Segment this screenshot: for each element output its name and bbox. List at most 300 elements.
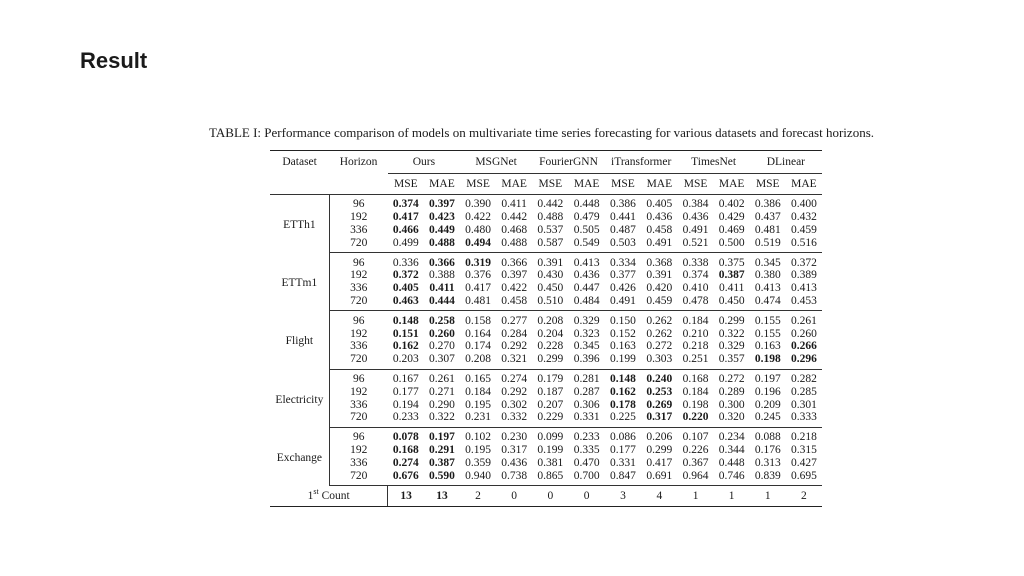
value-cell: 0.167 <box>392 372 419 385</box>
value-cell: 0.423 <box>429 211 455 224</box>
value-cell: 0.459 <box>641 295 677 311</box>
horizon-cell: 336 <box>350 223 368 236</box>
value-cell: 0.322 <box>424 411 460 427</box>
value-cell: 0.372 <box>790 256 817 269</box>
model-header-fouriergnn: FourierGNN <box>532 151 605 174</box>
value-cell: 0.174 <box>465 340 491 353</box>
count-cell: 13 <box>388 485 424 506</box>
value-cell: 0.510 <box>532 295 568 311</box>
value-cell: 0.164 <box>465 327 491 340</box>
value-cell: 0.839 <box>750 469 786 485</box>
horizon-cell: 192 <box>350 443 368 456</box>
value-cell: 0.218 <box>682 340 709 353</box>
value-cell: 0.468 <box>501 223 528 236</box>
value-cell: 0.389 <box>790 269 817 282</box>
value-cell: 0.397 <box>501 269 528 282</box>
value-cell: 0.481 <box>754 223 781 236</box>
value-cell: 0.299 <box>718 314 745 327</box>
horizon-cell: 336 <box>350 398 368 411</box>
value-cell: 0.262 <box>646 314 673 327</box>
metric-header: MSE <box>678 174 714 195</box>
first-count-row <box>270 485 822 506</box>
value-cell: 0.426 <box>610 282 636 295</box>
value-cell: 0.233 <box>388 411 424 427</box>
table-row <box>270 385 822 398</box>
horizon-cell: 96 <box>353 256 365 269</box>
value-cell: 0.210 <box>682 327 709 340</box>
table-row <box>270 411 822 427</box>
value-cell: 0.865 <box>532 469 568 485</box>
value-cell: 0.284 <box>501 327 528 340</box>
value-cell: 0.746 <box>714 469 750 485</box>
first-count-sup: st <box>313 487 319 497</box>
value-cell: 0.336 <box>392 256 419 269</box>
horizon-cell: 96 <box>353 431 365 444</box>
value-cell: 0.469 <box>718 223 745 236</box>
value-cell: 0.458 <box>496 295 532 311</box>
value-cell: 0.444 <box>424 295 460 311</box>
slide-title: Result <box>80 48 148 73</box>
value-cell: 0.691 <box>641 469 677 485</box>
value-cell: 0.422 <box>465 211 491 224</box>
value-cell: 0.481 <box>460 295 496 311</box>
value-cell: 0.260 <box>429 327 455 340</box>
value-cell: 0.335 <box>573 443 600 456</box>
value-cell: 0.196 <box>754 385 781 398</box>
value-cell: 0.277 <box>501 314 528 327</box>
value-cell: 0.366 <box>429 256 455 269</box>
value-cell: 0.447 <box>573 282 600 295</box>
value-cell: 0.413 <box>573 256 600 269</box>
value-cell: 0.230 <box>501 431 528 444</box>
metric-header: MAE <box>641 174 677 195</box>
value-cell: 0.262 <box>646 327 673 340</box>
table-row <box>270 236 822 252</box>
value-cell: 0.274 <box>392 456 419 469</box>
value-cell: 0.245 <box>750 411 786 427</box>
value-cell: 0.436 <box>682 211 709 224</box>
horizon-cell: 720 <box>329 295 388 311</box>
value-cell: 0.313 <box>754 456 781 469</box>
value-cell: 0.397 <box>429 198 455 211</box>
value-cell: 0.549 <box>569 236 605 252</box>
value-cell: 0.479 <box>573 211 600 224</box>
metric-header: MAE <box>496 174 532 195</box>
value-cell: 0.334 <box>610 256 636 269</box>
value-cell: 0.322 <box>718 327 745 340</box>
value-cell: 0.184 <box>682 385 709 398</box>
value-cell: 0.231 <box>460 411 496 427</box>
value-cell: 0.417 <box>646 456 673 469</box>
value-cell: 0.488 <box>537 211 564 224</box>
value-cell: 0.258 <box>429 314 455 327</box>
value-cell: 0.676 <box>388 469 424 485</box>
value-cell: 0.315 <box>790 443 817 456</box>
table-row <box>270 282 822 295</box>
table-row <box>270 398 822 411</box>
value-cell: 0.448 <box>718 456 745 469</box>
dataset-label: Exchange <box>270 427 329 485</box>
horizon-cell: 336 <box>350 340 368 353</box>
value-cell: 0.417 <box>465 282 491 295</box>
value-cell: 0.320 <box>714 411 750 427</box>
value-cell: 0.411 <box>718 282 745 295</box>
value-cell: 0.209 <box>754 398 781 411</box>
value-cell: 0.204 <box>537 327 564 340</box>
value-cell: 0.269 <box>646 398 673 411</box>
value-cell: 0.319 <box>465 256 491 269</box>
value-cell: 0.155 <box>754 314 781 327</box>
value-cell: 0.442 <box>501 211 528 224</box>
table-row <box>270 353 822 369</box>
value-cell: 0.338 <box>682 256 709 269</box>
value-cell: 0.505 <box>573 223 600 236</box>
value-cell: 0.302 <box>501 398 528 411</box>
value-cell: 0.437 <box>754 211 781 224</box>
value-cell: 0.281 <box>573 372 600 385</box>
horizon-cell: 192 <box>350 211 368 224</box>
value-cell: 0.184 <box>682 314 709 327</box>
value-cell: 0.590 <box>424 469 460 485</box>
value-cell: 0.266 <box>790 340 817 353</box>
table-row <box>270 195 822 211</box>
value-cell: 0.380 <box>754 269 781 282</box>
value-cell: 0.162 <box>392 340 419 353</box>
value-cell: 0.198 <box>682 398 709 411</box>
value-cell: 0.377 <box>610 269 636 282</box>
value-cell: 0.374 <box>682 269 709 282</box>
value-cell: 0.366 <box>501 256 528 269</box>
value-cell: 0.299 <box>532 353 568 369</box>
value-cell: 0.499 <box>388 236 424 252</box>
count-cell: 1 <box>678 485 714 506</box>
value-cell: 0.198 <box>750 353 786 369</box>
value-cell: 0.376 <box>465 269 491 282</box>
model-header-dlinear: DLinear <box>750 151 822 174</box>
metric-header: MSE <box>460 174 496 195</box>
value-cell: 0.491 <box>605 295 641 311</box>
horizon-cell: 336 <box>350 456 368 469</box>
value-cell: 0.329 <box>718 340 745 353</box>
value-cell: 0.102 <box>465 431 491 444</box>
horizon-cell: 720 <box>329 353 388 369</box>
value-cell: 0.491 <box>682 223 709 236</box>
value-cell: 0.487 <box>610 223 636 236</box>
value-cell: 0.430 <box>537 269 564 282</box>
count-cell: 1 <box>714 485 750 506</box>
value-cell: 0.163 <box>610 340 636 353</box>
value-cell: 0.387 <box>718 269 745 282</box>
value-cell: 0.291 <box>429 443 455 456</box>
value-cell: 0.300 <box>718 398 745 411</box>
metric-header: MSE <box>605 174 641 195</box>
value-cell: 0.220 <box>678 411 714 427</box>
value-cell: 0.195 <box>465 398 491 411</box>
value-cell: 0.436 <box>646 211 673 224</box>
value-cell: 0.168 <box>682 372 709 385</box>
metric-header: MSE <box>750 174 786 195</box>
value-cell: 0.307 <box>424 353 460 369</box>
value-cell: 0.422 <box>501 282 528 295</box>
value-cell: 0.459 <box>790 223 817 236</box>
table-row <box>270 253 822 269</box>
value-cell: 0.450 <box>537 282 564 295</box>
value-cell: 0.150 <box>610 314 636 327</box>
table-row <box>270 469 822 485</box>
horizon-header: Horizon <box>329 151 388 174</box>
value-cell: 0.299 <box>646 443 673 456</box>
horizon-cell: 96 <box>353 198 365 211</box>
horizon-cell: 192 <box>350 269 368 282</box>
value-cell: 0.148 <box>610 372 636 385</box>
value-cell: 0.429 <box>718 211 745 224</box>
horizon-cell: 720 <box>329 236 388 252</box>
table-row <box>270 311 822 327</box>
value-cell: 0.099 <box>537 431 564 444</box>
value-cell: 0.695 <box>786 469 822 485</box>
value-cell: 0.405 <box>646 198 673 211</box>
value-cell: 0.229 <box>532 411 568 427</box>
metric-header: MAE <box>569 174 605 195</box>
value-cell: 0.271 <box>429 385 455 398</box>
value-cell: 0.234 <box>718 431 745 444</box>
value-cell: 0.357 <box>714 353 750 369</box>
value-cell: 0.537 <box>537 223 564 236</box>
value-cell: 0.197 <box>754 372 781 385</box>
value-cell: 0.374 <box>392 198 419 211</box>
value-cell: 0.226 <box>682 443 709 456</box>
value-cell: 0.436 <box>573 269 600 282</box>
value-cell: 0.386 <box>610 198 636 211</box>
value-cell: 0.208 <box>460 353 496 369</box>
value-cell: 0.484 <box>569 295 605 311</box>
value-cell: 0.261 <box>790 314 817 327</box>
value-cell: 0.488 <box>496 236 532 252</box>
value-cell: 0.260 <box>790 327 817 340</box>
value-cell: 0.317 <box>501 443 528 456</box>
value-cell: 0.207 <box>537 398 564 411</box>
value-cell: 0.301 <box>790 398 817 411</box>
value-cell: 0.086 <box>610 431 636 444</box>
value-cell: 0.478 <box>678 295 714 311</box>
metric-header: MSE <box>388 174 424 195</box>
value-cell: 0.448 <box>573 198 600 211</box>
value-cell: 0.261 <box>429 372 455 385</box>
count-cell: 2 <box>460 485 496 506</box>
value-cell: 0.417 <box>392 211 419 224</box>
value-cell: 0.413 <box>790 282 817 295</box>
metric-header: MAE <box>786 174 822 195</box>
value-cell: 0.152 <box>610 327 636 340</box>
value-cell: 0.391 <box>646 269 673 282</box>
value-cell: 0.940 <box>460 469 496 485</box>
value-cell: 0.187 <box>537 385 564 398</box>
value-cell: 0.331 <box>569 411 605 427</box>
value-cell: 0.151 <box>392 327 419 340</box>
table-row <box>270 340 822 353</box>
value-cell: 0.194 <box>392 398 419 411</box>
value-cell: 0.078 <box>392 431 419 444</box>
value-cell: 0.292 <box>501 385 528 398</box>
horizon-cell: 720 <box>329 411 388 427</box>
value-cell: 0.274 <box>501 372 528 385</box>
value-cell: 0.387 <box>429 456 455 469</box>
value-cell: 0.088 <box>754 431 781 444</box>
value-cell: 0.396 <box>569 353 605 369</box>
value-cell: 0.195 <box>465 443 491 456</box>
value-cell: 0.272 <box>646 340 673 353</box>
value-cell: 0.503 <box>605 236 641 252</box>
value-cell: 0.367 <box>682 456 709 469</box>
metric-header-row <box>270 174 822 195</box>
value-cell: 0.240 <box>646 372 673 385</box>
table-row <box>270 427 822 443</box>
value-cell: 0.375 <box>718 256 745 269</box>
value-cell: 0.165 <box>465 372 491 385</box>
value-cell: 0.441 <box>610 211 636 224</box>
value-cell: 0.333 <box>786 411 822 427</box>
count-cell: 13 <box>424 485 460 506</box>
value-cell: 0.432 <box>790 211 817 224</box>
value-cell: 0.321 <box>496 353 532 369</box>
first-count-label <box>270 485 388 506</box>
value-cell: 0.436 <box>501 456 528 469</box>
value-cell: 0.964 <box>678 469 714 485</box>
value-cell: 0.253 <box>646 385 673 398</box>
dataset-label: ETTm1 <box>270 253 329 311</box>
count-cell: 0 <box>569 485 605 506</box>
value-cell: 0.296 <box>786 353 822 369</box>
value-cell: 0.345 <box>573 340 600 353</box>
value-cell: 0.368 <box>646 256 673 269</box>
value-cell: 0.587 <box>532 236 568 252</box>
value-cell: 0.400 <box>790 198 817 211</box>
dataset-label: ETTh1 <box>270 195 329 253</box>
table-row <box>270 211 822 224</box>
table-row <box>270 327 822 340</box>
value-cell: 0.107 <box>682 431 709 444</box>
value-cell: 0.359 <box>465 456 491 469</box>
table-row <box>270 224 822 237</box>
value-cell: 0.163 <box>754 340 781 353</box>
table-row <box>270 456 822 469</box>
value-cell: 0.199 <box>537 443 564 456</box>
value-cell: 0.176 <box>754 443 781 456</box>
value-cell: 0.225 <box>605 411 641 427</box>
value-cell: 0.390 <box>465 198 491 211</box>
value-cell: 0.405 <box>392 282 419 295</box>
value-cell: 0.450 <box>714 295 750 311</box>
value-cell: 0.458 <box>646 223 673 236</box>
value-cell: 0.463 <box>388 295 424 311</box>
value-cell: 0.178 <box>610 398 636 411</box>
value-cell: 0.290 <box>429 398 455 411</box>
first-count-prefix: 1 <box>307 489 314 502</box>
model-header-timesnet: TimesNet <box>678 151 750 174</box>
value-cell: 0.345 <box>754 256 781 269</box>
horizon-cell: 192 <box>350 385 368 398</box>
metric-header: MAE <box>714 174 750 195</box>
value-cell: 0.155 <box>754 327 781 340</box>
value-cell: 0.411 <box>501 198 527 211</box>
value-cell: 0.391 <box>537 256 564 269</box>
dataset-header: Dataset <box>270 151 329 174</box>
value-cell: 0.847 <box>605 469 641 485</box>
value-cell: 0.199 <box>605 353 641 369</box>
horizon-cell: 192 <box>350 327 368 340</box>
value-cell: 0.162 <box>610 385 636 398</box>
value-cell: 0.282 <box>790 372 817 385</box>
value-cell: 0.206 <box>646 431 673 444</box>
value-cell: 0.488 <box>424 236 460 252</box>
value-cell: 0.317 <box>641 411 677 427</box>
count-cell: 4 <box>641 485 677 506</box>
value-cell: 0.519 <box>750 236 786 252</box>
value-cell: 0.420 <box>646 282 673 295</box>
value-cell: 0.203 <box>388 353 424 369</box>
model-header-msgnet: MSGNet <box>460 151 532 174</box>
table-row <box>270 444 822 457</box>
value-cell: 0.453 <box>786 295 822 311</box>
value-cell: 0.410 <box>682 282 709 295</box>
value-cell: 0.233 <box>573 431 600 444</box>
first-count-suffix: Count <box>321 489 350 502</box>
table-row <box>270 369 822 385</box>
value-cell: 0.323 <box>573 327 600 340</box>
value-cell: 0.148 <box>392 314 419 327</box>
value-cell: 0.197 <box>429 431 455 444</box>
value-cell: 0.332 <box>496 411 532 427</box>
value-cell: 0.177 <box>610 443 636 456</box>
dataset-label: Electricity <box>270 369 329 427</box>
value-cell: 0.218 <box>790 431 817 444</box>
value-cell: 0.270 <box>429 340 455 353</box>
value-cell: 0.168 <box>392 443 419 456</box>
value-cell: 0.386 <box>754 198 781 211</box>
horizon-cell: 720 <box>329 469 388 485</box>
value-cell: 0.292 <box>501 340 528 353</box>
value-cell: 0.177 <box>392 385 419 398</box>
value-cell: 0.470 <box>573 456 600 469</box>
model-header-ours: Ours <box>388 151 460 174</box>
value-cell: 0.184 <box>465 385 491 398</box>
count-cell: 3 <box>605 485 641 506</box>
value-cell: 0.480 <box>465 223 491 236</box>
value-cell: 0.306 <box>573 398 600 411</box>
value-cell: 0.179 <box>537 372 564 385</box>
value-cell: 0.413 <box>754 282 781 295</box>
count-cell: 1 <box>750 485 786 506</box>
count-cell: 2 <box>786 485 822 506</box>
model-header-row <box>270 151 822 174</box>
value-cell: 0.516 <box>786 236 822 252</box>
value-cell: 0.287 <box>573 385 600 398</box>
dataset-label: Flight <box>270 311 329 369</box>
table-row <box>270 269 822 282</box>
metric-header: MAE <box>424 174 460 195</box>
value-cell: 0.384 <box>682 198 709 211</box>
value-cell: 0.372 <box>392 269 419 282</box>
value-cell: 0.411 <box>429 282 455 295</box>
table-caption: TABLE I: Performance comparison of models on multivariate time series forecasting for various datasets and forecast horizons. <box>209 125 874 140</box>
value-cell: 0.285 <box>790 385 817 398</box>
value-cell: 0.449 <box>429 223 455 236</box>
horizon-cell: 96 <box>353 372 365 385</box>
value-cell: 0.331 <box>610 456 636 469</box>
model-header-itransformer: iTransformer <box>605 151 678 174</box>
value-cell: 0.700 <box>569 469 605 485</box>
value-cell: 0.158 <box>465 314 491 327</box>
